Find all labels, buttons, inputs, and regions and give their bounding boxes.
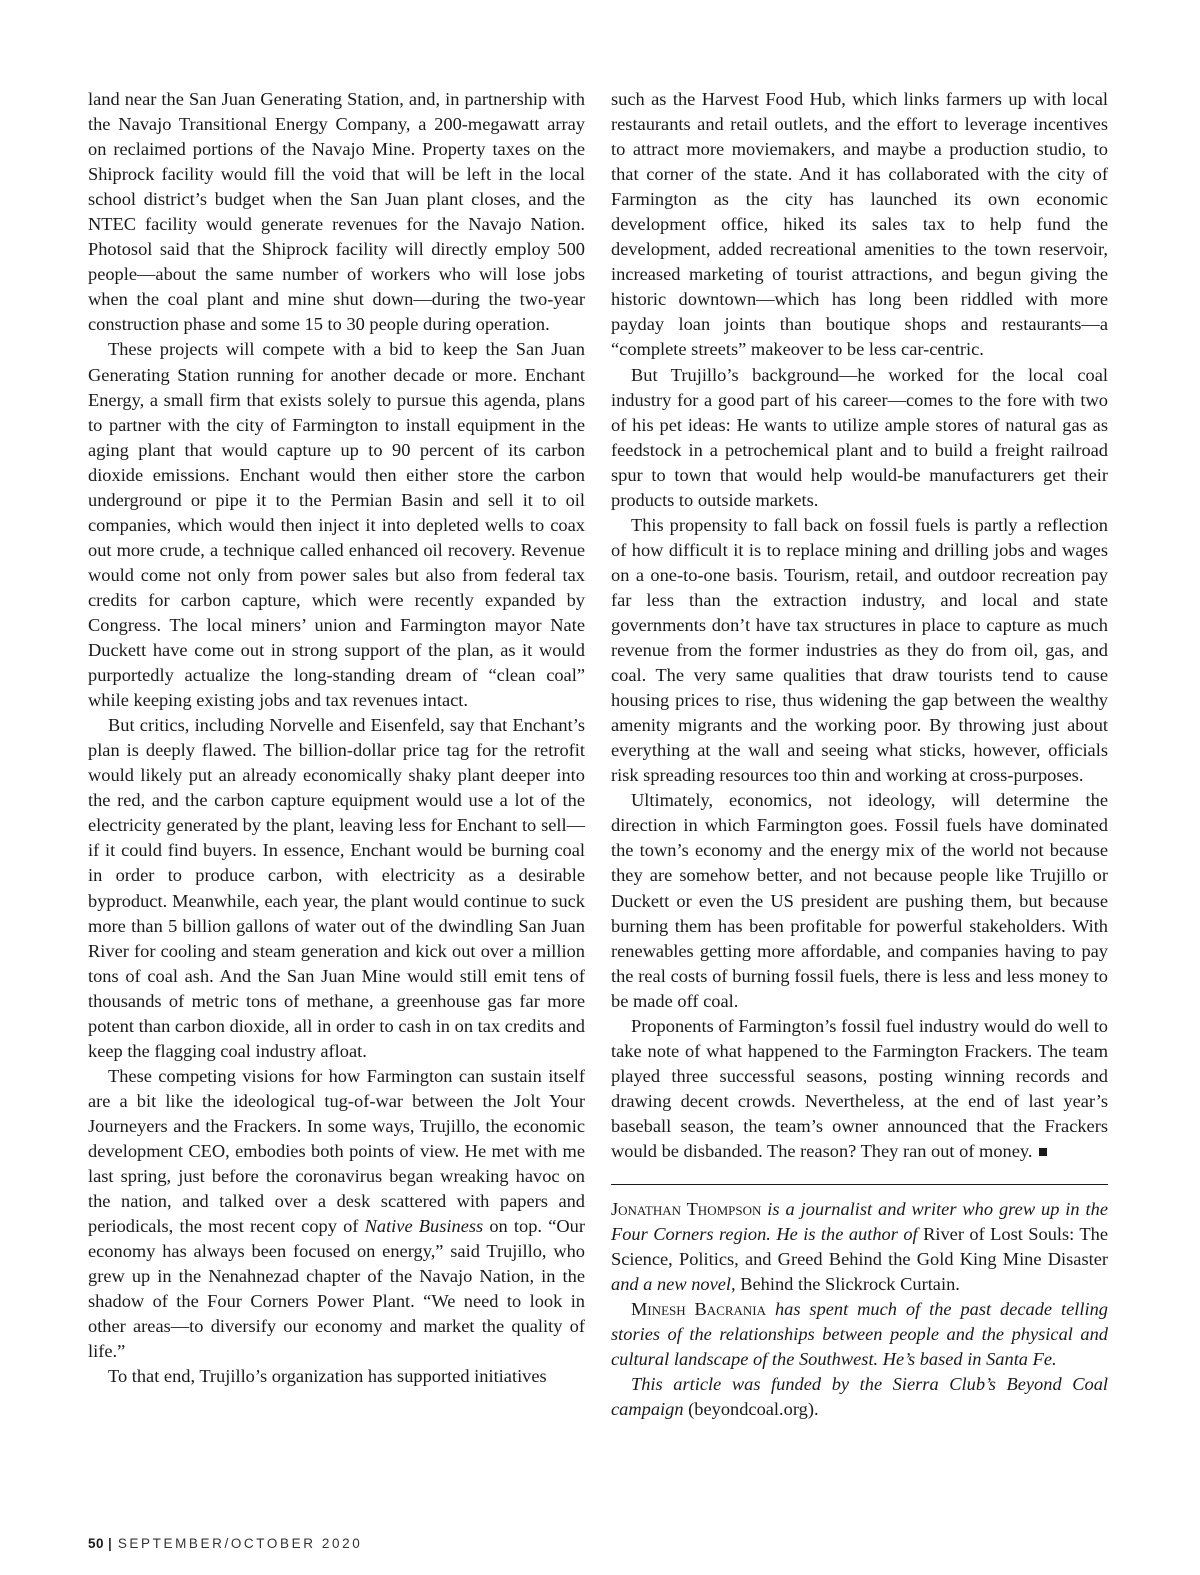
- bio-text: is a journalist and writer who grew up in the Four Corners region. He is the author of: [611, 1199, 1108, 1245]
- footer-separator: |: [108, 1536, 112, 1551]
- funding-url: (beyondcoal.org).: [688, 1399, 819, 1420]
- article-paragraph: These projects will compete with a bid to keep the San Juan Generating Station running for another decade or more. Enchant Energy, a small firm that exists solely to pursue this agenda, plans to partner with the city of Farmington to install equipment in the aging plant that would capture up to 90 percent of its carbon dioxide emissions. Enchant would then either store the carbon underground or pipe it to the Permian Basin and sell it to oil companies, which would then inject it into depleted wells to coax out more crude, a technique called enhanced oil recovery. Revenue would come not only from power sales but also from federal tax credits for carbon capture, which were recently expanded by Congress. The local miners’ union and Farmington mayor Nate Duckett have come out in strong support of the plan, as it would purportedly actualize the long-standing dream of “clean coal” while keeping existing jobs and tax revenues intact.: [88, 339, 585, 711]
- bio-text: has spent much of the past decade telling stories of the relationships between people and the physical and cultural landscape of the Southwest. He’s based in Santa Fe.: [611, 1299, 1108, 1370]
- article-paragraph: [88, 1064, 585, 1365]
- article-paragraph: land near the San Juan Generating Station, and, in partnership with the Navajo Transitional Energy Company, a 200-megawatt array on reclaimed portions of the Navajo Mine. Property taxes on the Shiprock facility would fill the void that will be left in the local school district’s budget when the San Juan plant closes, and the NTEC facility would generate revenues for the Navajo Nation. Photosol said that the Shiprock facility will directly employ 500 people—about the same number of workers who will lose jobs when the coal plant and mine shut down—during the two-year construction phase and some 15 to 30 people during operation.: [88, 89, 585, 335]
- article-paragraph: [611, 1014, 1108, 1164]
- page-footer: [88, 1536, 362, 1551]
- author-name: Jonathan Thompson: [611, 1199, 762, 1220]
- book-title: River of Lost Souls: The Science, Politics, and Greed Behind the Gold King Mine Disaster: [611, 1224, 1108, 1270]
- article-paragraph: To that end, Trujillo’s organization has supported initiatives: [108, 1366, 547, 1387]
- bio-divider: [611, 1184, 1108, 1185]
- funding-text: This article was funded by the Sierra Club’s Beyond Coal campaign: [611, 1374, 1108, 1420]
- paragraph-text: on top. “Our economy has always been focused on energy,” said Trujillo, who grew up in the Nenahnezad chapter of the Navajo Nation, in the shadow of the Four Corners Power Plant. “We need to look in other areas—to diversify our economy and market the quality of life.”: [88, 1216, 585, 1362]
- article-paragraph: Ultimately, economics, not ideology, will determine the direction in which Farmington goes. Fossil fuels have dominated the town’s economy and the energy mix of the world not because they are somehow better, and not because people like Trujillo or Duckett or even the US president are pushing them, but because burning them has been profitable for powerful stakeholders. With renewables getting more affordable, and companies having to pay the real costs of burning fossil fuels, there is less and less money to be made off coal.: [611, 790, 1108, 1011]
- right-column: [611, 87, 1108, 1422]
- photographer-name: Minesh Bacrania: [631, 1299, 767, 1320]
- contributor-bios: [611, 1197, 1108, 1422]
- publication-title: Native Business: [364, 1216, 484, 1237]
- paragraph-text: Proponents of Farmington’s fossil fuel industry would do well to take note of what happened to the Farmington Frackers. The team played three successful seasons, posting winning records and drawing decent crowds. Nevertheless, at the end of last year’s baseball season, the team’s owner announced that the Frackers would be disbanded. The reason? They ran out of money.: [611, 1015, 1108, 1161]
- issue-date: SEPTEMBER/OCTOBER 2020: [117, 1536, 363, 1551]
- page-number: 50: [88, 1536, 105, 1551]
- book-title: Behind the Slickrock Curtain.: [740, 1274, 960, 1295]
- article-paragraph: such as the Harvest Food Hub, which links farmers up with local restaurants and retail outlets, and the effort to leverage incentives to attract more moviemakers, and maybe a production studio, to that corner of the state. And it has collaborated with the city of Farmington as the city has launched its own economic development office, hiked its sales tax to help fund the development, added recreational amenities to the town reservoir, increased marketing of tourist attractions, and begun giving the historic downtown—which has long been riddled with more payday loan joints than boutique shops and restaurants—a “complete streets” makeover to be less car-centric.: [611, 89, 1108, 360]
- end-of-article-square-icon: [1039, 1148, 1047, 1156]
- left-column: [88, 87, 585, 1389]
- article-paragraph: But Trujillo’s background—he worked for the local coal industry for a good part of his career—comes to the fore with two of his pet ideas: He wants to utilize ample stores of natural gas as feedstock in a petrochemical plant and to build a freight railroad spur to town that would help would-be manufacturers get their products to outside markets.: [611, 364, 1108, 510]
- author-bio-thompson: [611, 1197, 1108, 1297]
- article-paragraph: But critics, including Norvelle and Eisenfeld, say that Enchant’s plan is deeply flawed. The billion-dollar price tag for the retrofit would likely put an already economically shaky plant deeper into the red, and the carbon capture equipment would use a lot of the electricity generated by the plant, leaving less for Enchant to sell—if it could find buyers. In essence, Enchant would be burning coal in order to produce carbon, with electricity as a desirable byproduct. Meanwhile, each year, the plant would continue to suck more than 5 billion gallons of water out of the dwindling San Juan River for cooling and steam generation and kick out over a million tons of coal ash. And the San Juan Mine would still emit tens of thousands of metric tons of methane, a greenhouse gas far more potent than carbon dioxide, all in order to cash in on tax credits and keep the flagging coal industry afloat.: [88, 715, 585, 1061]
- bio-text: and a new novel,: [611, 1274, 736, 1295]
- funding-note: [611, 1372, 1108, 1422]
- paragraph-text: These competing visions for how Farmington can sustain itself are a bit like the ideological tug-of-war between the Jolt Your Journeyers and the Frackers. In some ways, Trujillo, the economic development CEO, embodies both points of view. He met with me last spring, just before the coronavirus began wreaking havoc on the nation, and talked over a desk scattered with papers and periodicals, the most recent copy of: [88, 1065, 585, 1237]
- photographer-bio-bacrania: [611, 1297, 1108, 1372]
- article-paragraph: This propensity to fall back on fossil fuels is partly a reflection of how difficult it is to replace mining and drilling jobs and wages on a one-to-one basis. Tourism, retail, and outdoor recreation pay far less than the extraction industry, and local and state governments don’t have tax structures in place to capture as much revenue from the former industries as they do from oil, gas, and coal. The very same qualities that draw tourists tend to cause housing prices to rise, thus widening the gap between the wealthy amenity migrants and the working poor. By throwing just about everything at the wall and seeing what sticks, however, officials risk spreading resources too thin and working at cross-purposes.: [611, 514, 1108, 786]
